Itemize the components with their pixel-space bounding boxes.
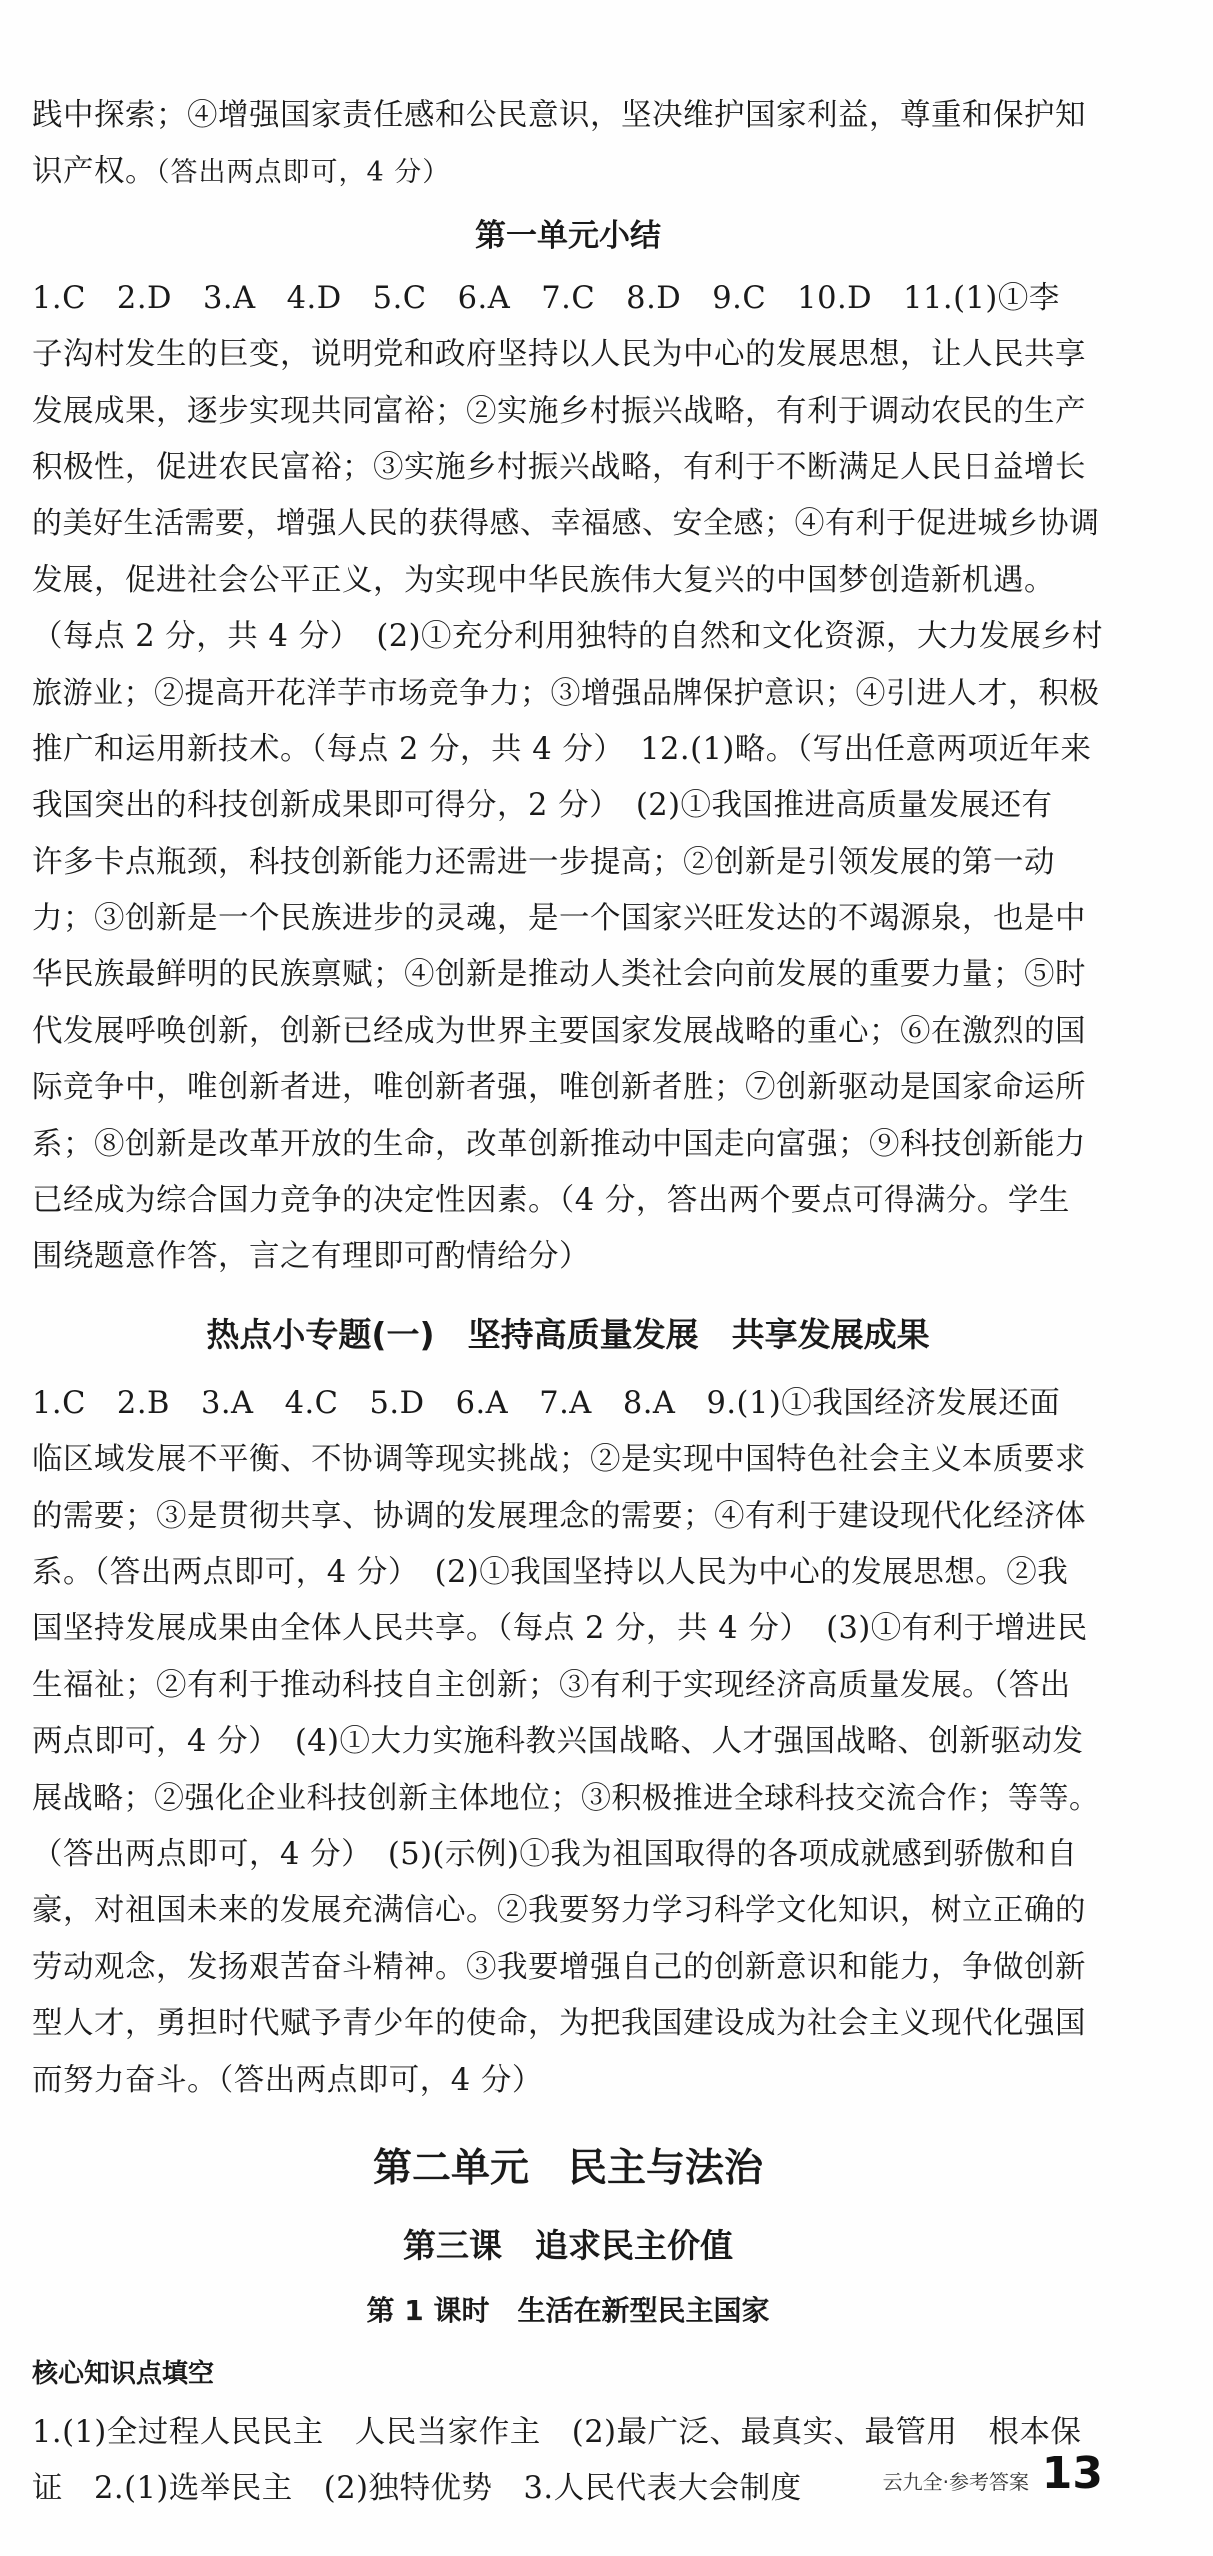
text-line: 发展，促进社会公平正义，为实现中华民族伟大复兴的中国梦创造新机遇。	[32, 562, 1055, 598]
text-line: 1.(1)全过程人民民主 人民当家作主 (2)最广泛、最真实、最管用 根本保	[32, 2414, 1082, 2450]
text-line: 证 2.(1)选举民主 (2)独特优势 3.人民代表大会制度	[32, 2471, 802, 2507]
text-line: 华民族最鲜明的民族禀赋；④创新是推动人类社会向前发展的重要力量；⑤时	[32, 957, 1086, 993]
page-number: 13	[1041, 2448, 1103, 2499]
text-line: 生福祉；②有利于推动科技自主创新；③有利于实现经济高质量发展。（答出	[32, 1667, 1071, 1703]
text-line: 旅游业；②提高开花洋芋市场竞争力；③增强品牌保护意识；④引进人才，积极	[32, 675, 1100, 711]
unit-title: 第二单元 民主与法治	[372, 2145, 763, 2191]
text-line: 推广和运用新技术。（每点 2 分，共 4 分） 12.(1)略。（写出任意两项近年来	[32, 731, 1092, 767]
text-line: （每点 2 分，共 4 分） (2)①充分利用独特的自然和文化资源，大力发展乡村	[32, 619, 1104, 655]
text-line: 型人才，勇担时代赋予青少年的使命，为把我国建设成为社会主义现代化强国	[32, 2006, 1086, 2042]
text-line: 力；③创新是一个民族进步的灵魂，是一个国家兴旺发达的不竭源泉，也是中	[32, 901, 1086, 937]
text-line: 国坚持发展成果由全体人民共享。（每点 2 分，共 4 分） (3)①有利于增进民	[32, 1611, 1088, 1647]
lesson-title: 第三课 追求民主价值	[403, 2225, 733, 2265]
text-line: 的美好生活需要，增强人民的获得感、幸福感、安全感；④有利于促进城乡协调	[32, 506, 1100, 542]
answer-page	[32, 88, 1104, 2518]
text-line: 1.C 2.B 3.A 4.C 5.D 6.A 7.A 8.A 9.(1)①我国经济发展还面	[32, 1385, 1061, 1421]
text-line: 围绕题意作答，言之有理即可酌情给分）	[32, 1239, 590, 1275]
section-title-hot-topic: 热点小专题(一) 坚持高质量发展 共享发展成果	[206, 1314, 930, 1354]
text-line: 展战略；②强化企业科技创新主体地位；③积极推进全球科技交流合作；等等。	[32, 1780, 1100, 1816]
text-line: 许多卡点瓶颈，科技创新能力还需进一步提高；②创新是引领发展的第一动	[32, 844, 1055, 880]
scoring-note: （答出两点即可，4 分）	[156, 157, 451, 189]
text-line: 劳动观念，发扬艰苦奋斗精神。③我要增强自己的创新意识和能力，争做创新	[32, 1949, 1086, 1985]
footer-label: 云九全·参考答案	[882, 2470, 1029, 2494]
text-line: 我国突出的科技创新成果即可得分，2 分） (2)①我国推进高质量发展还有	[32, 788, 1053, 824]
text-line: 系。（答出两点即可，4 分） (2)①我国坚持以人民为中心的发展思想。②我	[32, 1554, 1069, 1590]
text-line: 1.C 2.D 3.A 4.D 5.C 6.A 7.C 8.D 9.C 10.D 11.(1)①李	[32, 280, 1060, 316]
text-line: 践中探索；④增强国家责任感和公民意识，坚决维护国家利益，尊重和保护知	[32, 98, 1086, 133]
text-line: 际竞争中，唯创新者进，唯创新者强，唯创新者胜；⑦创新驱动是国家命运所	[32, 1070, 1086, 1106]
text-line: （答出两点即可，4 分） (5)(示例)①我为祖国取得的各项成就感到骄傲和自	[32, 1836, 1078, 1872]
text-line: 发展成果，逐步实现共同富裕；②实施乡村振兴战略，有利于调动农民的生产	[32, 393, 1086, 429]
text-line: 已经成为综合国力竞争的决定性因素。（4 分，答出两个要点可得满分。学生	[32, 1183, 1070, 1219]
text-line: 豪，对祖国未来的发展充满信心。②我要努力学习科学文化知识，树立正确的	[32, 1893, 1086, 1929]
text-line: 的需要；③是贯彻共享、协调的发展理念的需要；④有利于建设现代化经济体	[32, 1498, 1086, 1534]
text-line: 系；⑧创新是改革开放的生命，改革创新推动中国走向富强；⑨科技创新能力	[32, 1126, 1086, 1162]
period-title: 第 1 课时 生活在新型民主国家	[366, 2293, 770, 2327]
text-segment: 识产权。	[32, 154, 156, 190]
text-line: 临区域发展不平衡、不协调等现实挑战；②是实现中国特色社会主义本质要求	[32, 1442, 1086, 1478]
section-title-unit1-summary: 第一单元小结	[475, 217, 661, 254]
text-line: 两点即可，4 分） (4)①大力实施科教兴国战略、人才强国战略、创新驱动发	[32, 1724, 1084, 1760]
text-line: 代发展呼唤创新，创新已经成为世界主要国家发展战略的重心；⑥在激烈的国	[32, 1013, 1086, 1049]
page-footer	[703, 2446, 1103, 2506]
text-line: 而努力奋斗。（答出两点即可，4 分）	[32, 2062, 543, 2098]
text-line	[32, 144, 1104, 200]
fill-in-title: 核心知识点填空	[32, 2358, 215, 2389]
text-line: 子沟村发生的巨变，说明党和政府坚持以人民为中心的发展思想，让人民共享	[32, 337, 1086, 373]
text-line: 积极性，促进农民富裕；③实施乡村振兴战略，有利于不断满足人民日益增长	[32, 449, 1086, 485]
